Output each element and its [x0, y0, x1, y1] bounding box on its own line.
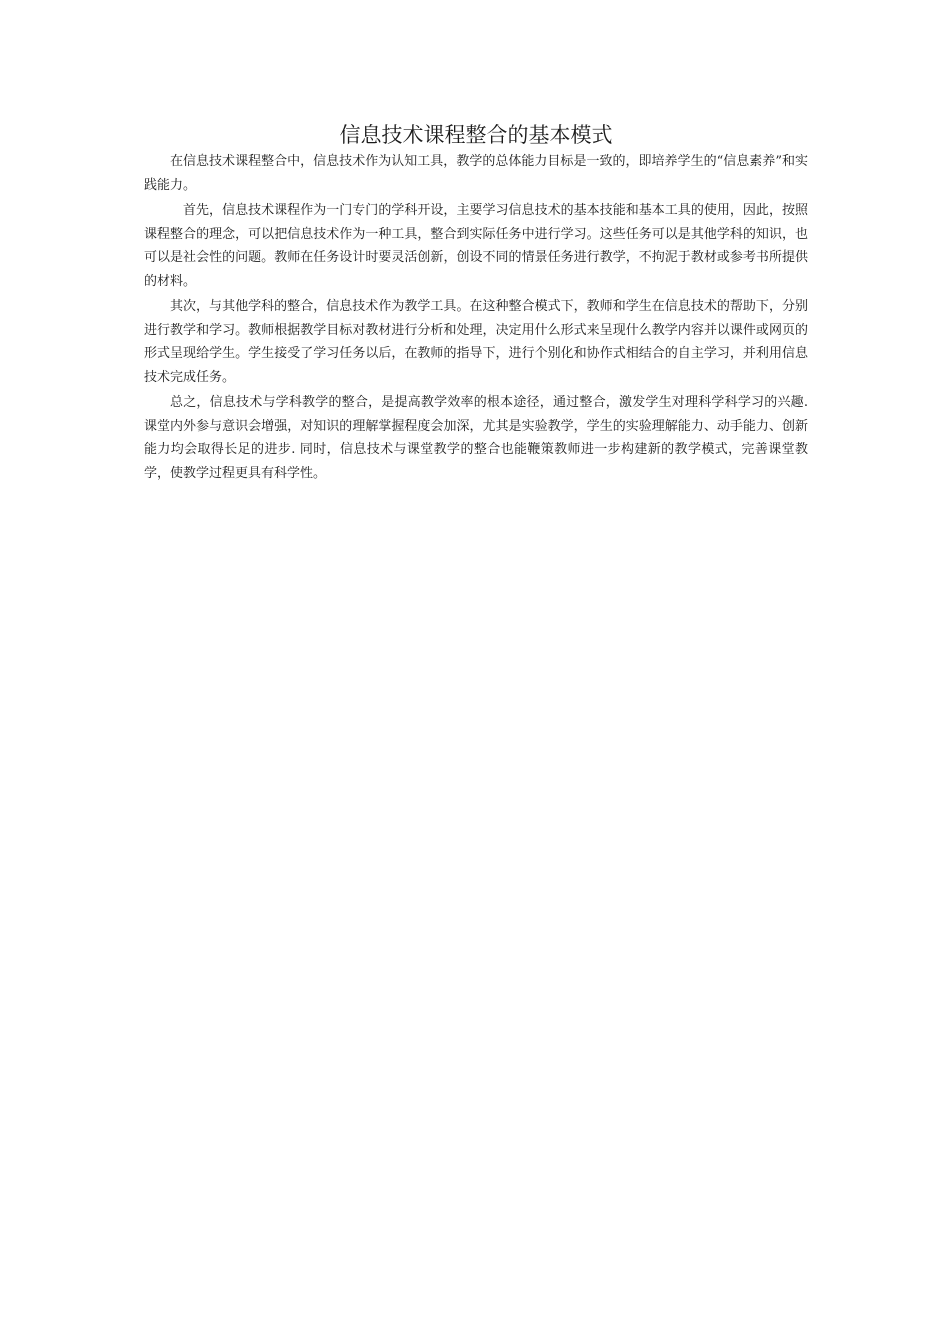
document-body	[144, 120, 808, 487]
document-title: 信息技术课程整合的基本模式	[339, 123, 613, 147]
paragraph-first: 首先，信息技术课程作为一门专门的学科开设，主要学习信息技术的基本技能和基本工具的使用，因此，按照课程整合的理念，可以把信息技术作为一种工具，整合到实际任务中进行学习。这些任务可以是其他学科的知识，也可以是社会性的问题。教师在任务设计时要灵活创新，创设不同的情景任务进行教学，不拘泥于教材或参考书所提供的材料。	[144, 203, 808, 289]
paragraph-second: 其次，与其他学科的整合，信息技术作为教学工具。在这种整合模式下，教师和学生在信息技术的帮助下，分别进行教学和学习。教师根据教学目标对教材进行分析和处理，决定用什么形式来呈现什么教学内容并以课件或网页的形式呈现给学生。学生接受了学习任务以后，在教师的指导下，进行个别化和协作式相结合的自主学习，并利用信息技术完成任务。	[144, 299, 808, 385]
paragraph-intro: 在信息技术课程整合中，信息技术作为认知工具，教学的总体能力目标是一致的，即培养学生的“信息素养”和实践能力。	[144, 154, 808, 193]
paragraph-conclusion: 总之，信息技术与学科教学的整合，是提高教学效率的根本途径，通过整合，激发学生对理科学科学习的兴趣. 课堂内外参与意识会增强，对知识的理解掌握程度会加深，尤其是实验教学，学生的实验理解能力、动手能力、创新能力均会取得长足的进步. 同时，信息技术与课堂教学的整合也能鞭策教师进一步构建新的教学模式，完善课堂教学，使教学过程更具有科学性。	[144, 395, 808, 481]
